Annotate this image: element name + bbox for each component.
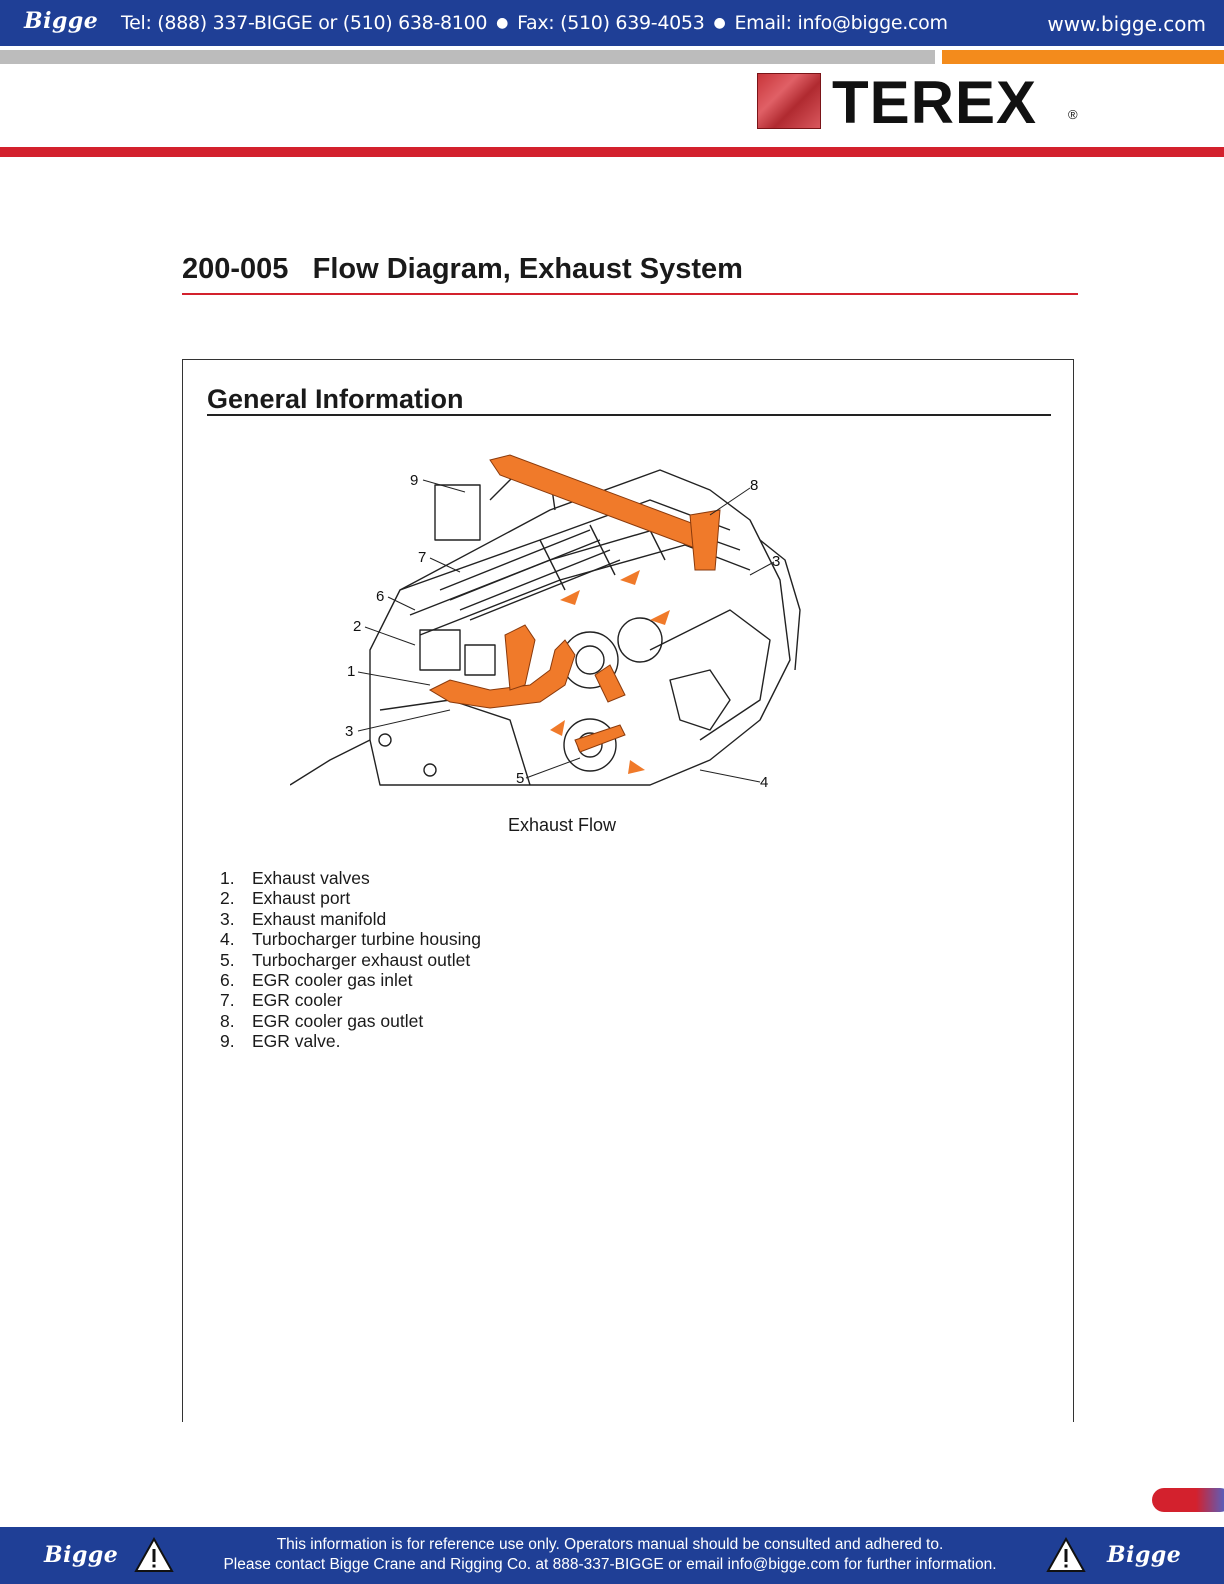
bullet-icon: ●	[496, 15, 509, 31]
terex-logo: TEREX	[832, 69, 1038, 136]
list-number: 4.	[220, 929, 235, 950]
footer-bar	[0, 1527, 1224, 1584]
legend-list	[220, 868, 481, 1052]
website-link[interactable]: www.bigge.com	[1047, 12, 1206, 36]
email-text: Email: info@bigge.com	[734, 12, 948, 34]
list-text: Exhaust port	[252, 888, 351, 909]
list-number: 6.	[220, 969, 235, 990]
title-underline	[182, 293, 1078, 295]
list-number: 7.	[220, 990, 235, 1011]
list-item	[220, 1031, 481, 1051]
callout-label: 5	[516, 770, 525, 787]
list-text: EGR cooler gas inlet	[252, 969, 413, 990]
callout-label: 3	[345, 723, 354, 740]
top-contact-bar	[0, 0, 1224, 46]
list-number: 3.	[220, 908, 235, 929]
exhaust-flow-diagram	[290, 440, 930, 810]
disclaimer-line-1: This information is for reference use only. Operators manual should be consulted and adhered to.	[276, 1536, 944, 1553]
page-title: 200-005 Flow Diagram, Exhaust System	[182, 253, 743, 285]
bigge-logo: Bigge	[1107, 1542, 1182, 1568]
list-number: 8.	[220, 1010, 235, 1031]
callout-label: 2	[353, 618, 362, 635]
list-text: EGR cooler	[252, 990, 343, 1011]
section-underline	[207, 414, 1051, 416]
bigge-logo: Bigge	[44, 1542, 119, 1568]
list-number: 9.	[220, 1031, 235, 1052]
list-item	[220, 990, 481, 1010]
terex-emblem-icon	[757, 73, 821, 129]
list-text: Exhaust manifold	[252, 908, 387, 929]
list-item	[220, 950, 481, 970]
list-number: 1.	[220, 868, 235, 888]
list-item	[220, 868, 481, 888]
page-scroll-indicator	[1152, 1488, 1224, 1512]
bigge-logo: Bigge	[24, 8, 99, 34]
list-item	[220, 909, 481, 929]
warning-icon	[134, 1536, 174, 1574]
list-item	[220, 1011, 481, 1031]
phone-text: Tel: (888) 337-BIGGE or (510) 638-8100	[121, 12, 488, 34]
disclaimer-line-2: Please contact Bigge Crane and Rigging Co. at 888-337-BIGGE or email info@bigge.com for further information.	[223, 1556, 997, 1573]
list-text: Turbocharger turbine housing	[252, 929, 481, 950]
red-divider-band	[0, 147, 1224, 157]
callout-label: 9	[410, 472, 419, 489]
callout-label: 6	[376, 588, 385, 605]
orange-divider-band	[942, 50, 1224, 64]
registered-mark: ®	[1068, 107, 1078, 122]
list-text: Exhaust valves	[252, 868, 370, 888]
list-item	[220, 970, 481, 990]
footer-disclaimer	[190, 1535, 1030, 1575]
grey-divider-band	[0, 50, 935, 64]
contact-info	[121, 12, 948, 34]
callout-label: 3	[772, 553, 781, 570]
callout-label: 4	[760, 774, 769, 791]
callout-label: 8	[750, 477, 759, 494]
callout-label: 1	[347, 663, 356, 680]
bullet-icon: ●	[713, 15, 726, 31]
list-item	[220, 929, 481, 949]
list-text: EGR cooler gas outlet	[252, 1010, 424, 1031]
callout-label: 7	[418, 549, 427, 566]
section-heading: General Information	[207, 384, 464, 414]
figure-caption: Exhaust Flow	[508, 815, 617, 835]
list-number: 2.	[220, 888, 235, 909]
list-number: 5.	[220, 949, 235, 970]
list-text: EGR valve.	[252, 1031, 341, 1052]
warning-icon	[1046, 1536, 1086, 1574]
list-text: Turbocharger exhaust outlet	[252, 949, 471, 970]
fax-text: Fax: (510) 639-4053	[517, 12, 705, 34]
list-item	[220, 888, 481, 908]
